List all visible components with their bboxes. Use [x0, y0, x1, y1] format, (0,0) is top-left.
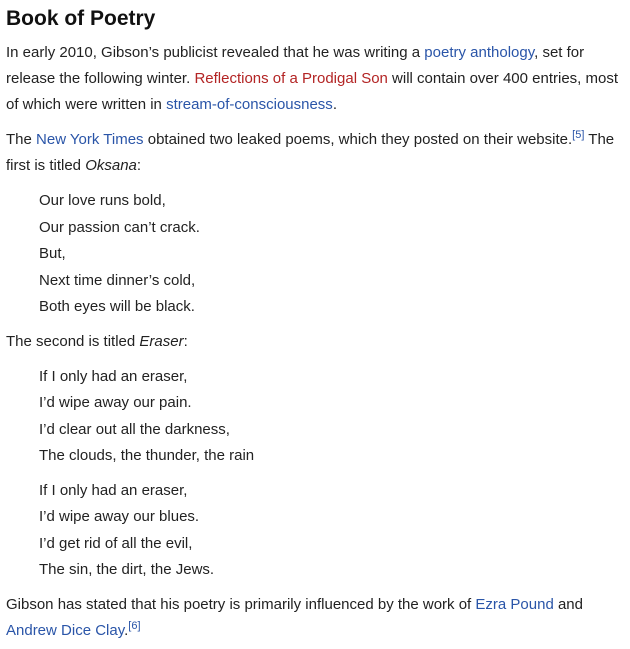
text: The first is titled [6, 131, 615, 174]
poem-line: I’d wipe away our pain. [39, 394, 192, 411]
link-andrew-dice-clay[interactable]: Andrew Dice Clay [6, 621, 125, 639]
poem-line: The sin, the dirt, the Jews. [39, 561, 215, 578]
citation-link-6[interactable]: [6] [128, 619, 141, 632]
link-poetry-anthology[interactable]: poetry anthology [424, 44, 535, 61]
paragraph-second [6, 329, 624, 355]
link-stream-of-consciousness[interactable]: stream-of-consciousness [166, 96, 333, 113]
poem-line: I’d clear out all the darkness, [39, 420, 230, 438]
text: The [6, 131, 37, 148]
poem-eraser [39, 364, 624, 584]
poem-line: Next time dinner’s cold, [39, 271, 196, 289]
poem-line: If I only had an eraser, [39, 367, 188, 385]
link-ezra-pound[interactable]: Ezra Pound [475, 595, 554, 613]
citation [128, 620, 140, 632]
poem-line: Our passion can’t crack. [39, 218, 200, 236]
poem-line: But, [39, 245, 66, 262]
stanza [39, 364, 624, 470]
citation-link-5[interactable]: [5] [572, 129, 585, 141]
poem-line: Both eyes will be black. [39, 298, 195, 315]
text: : [183, 332, 188, 350]
text: will contain over 400 entries, most of which were written in [6, 70, 618, 113]
stanza [39, 478, 624, 584]
poem-line: I’d wipe away our blues. [39, 508, 200, 525]
poem-line: The clouds, the thunder, the rain [39, 447, 255, 464]
paragraph-intro [6, 40, 624, 118]
text: In early 2010, Gibson’s publicist revealed that he was writing a [6, 44, 425, 61]
text: obtained two leaked poems, which they posted on their website. [143, 131, 573, 148]
text: : [136, 157, 142, 174]
link-new-york-times[interactable]: New York Times [36, 131, 144, 148]
text: . [332, 96, 337, 113]
citation [572, 129, 584, 141]
paragraph-leaked [6, 127, 624, 179]
poem-line: I’d get rid of all the evil, [39, 534, 193, 552]
paragraph-influences [6, 592, 624, 644]
stanza [39, 188, 624, 321]
poem-line: If I only had an eraser, [39, 481, 188, 499]
text: . [124, 621, 129, 639]
text: , set for release the following winter. [6, 44, 585, 87]
section-heading: Book of Poetry [6, 7, 156, 30]
poem-title-eraser: Eraser [139, 332, 184, 350]
text: The second is titled [6, 332, 140, 350]
poem-line: Our love runs bold, [39, 192, 166, 209]
poem-oksana [39, 188, 624, 321]
redlink-reflections[interactable]: Reflections of a Prodigal Son [194, 70, 388, 87]
text: Gibson has stated that his poetry is primarily influenced by the work of [6, 595, 476, 613]
text: and [553, 595, 583, 613]
poem-title-oksana: Oksana [85, 157, 137, 174]
